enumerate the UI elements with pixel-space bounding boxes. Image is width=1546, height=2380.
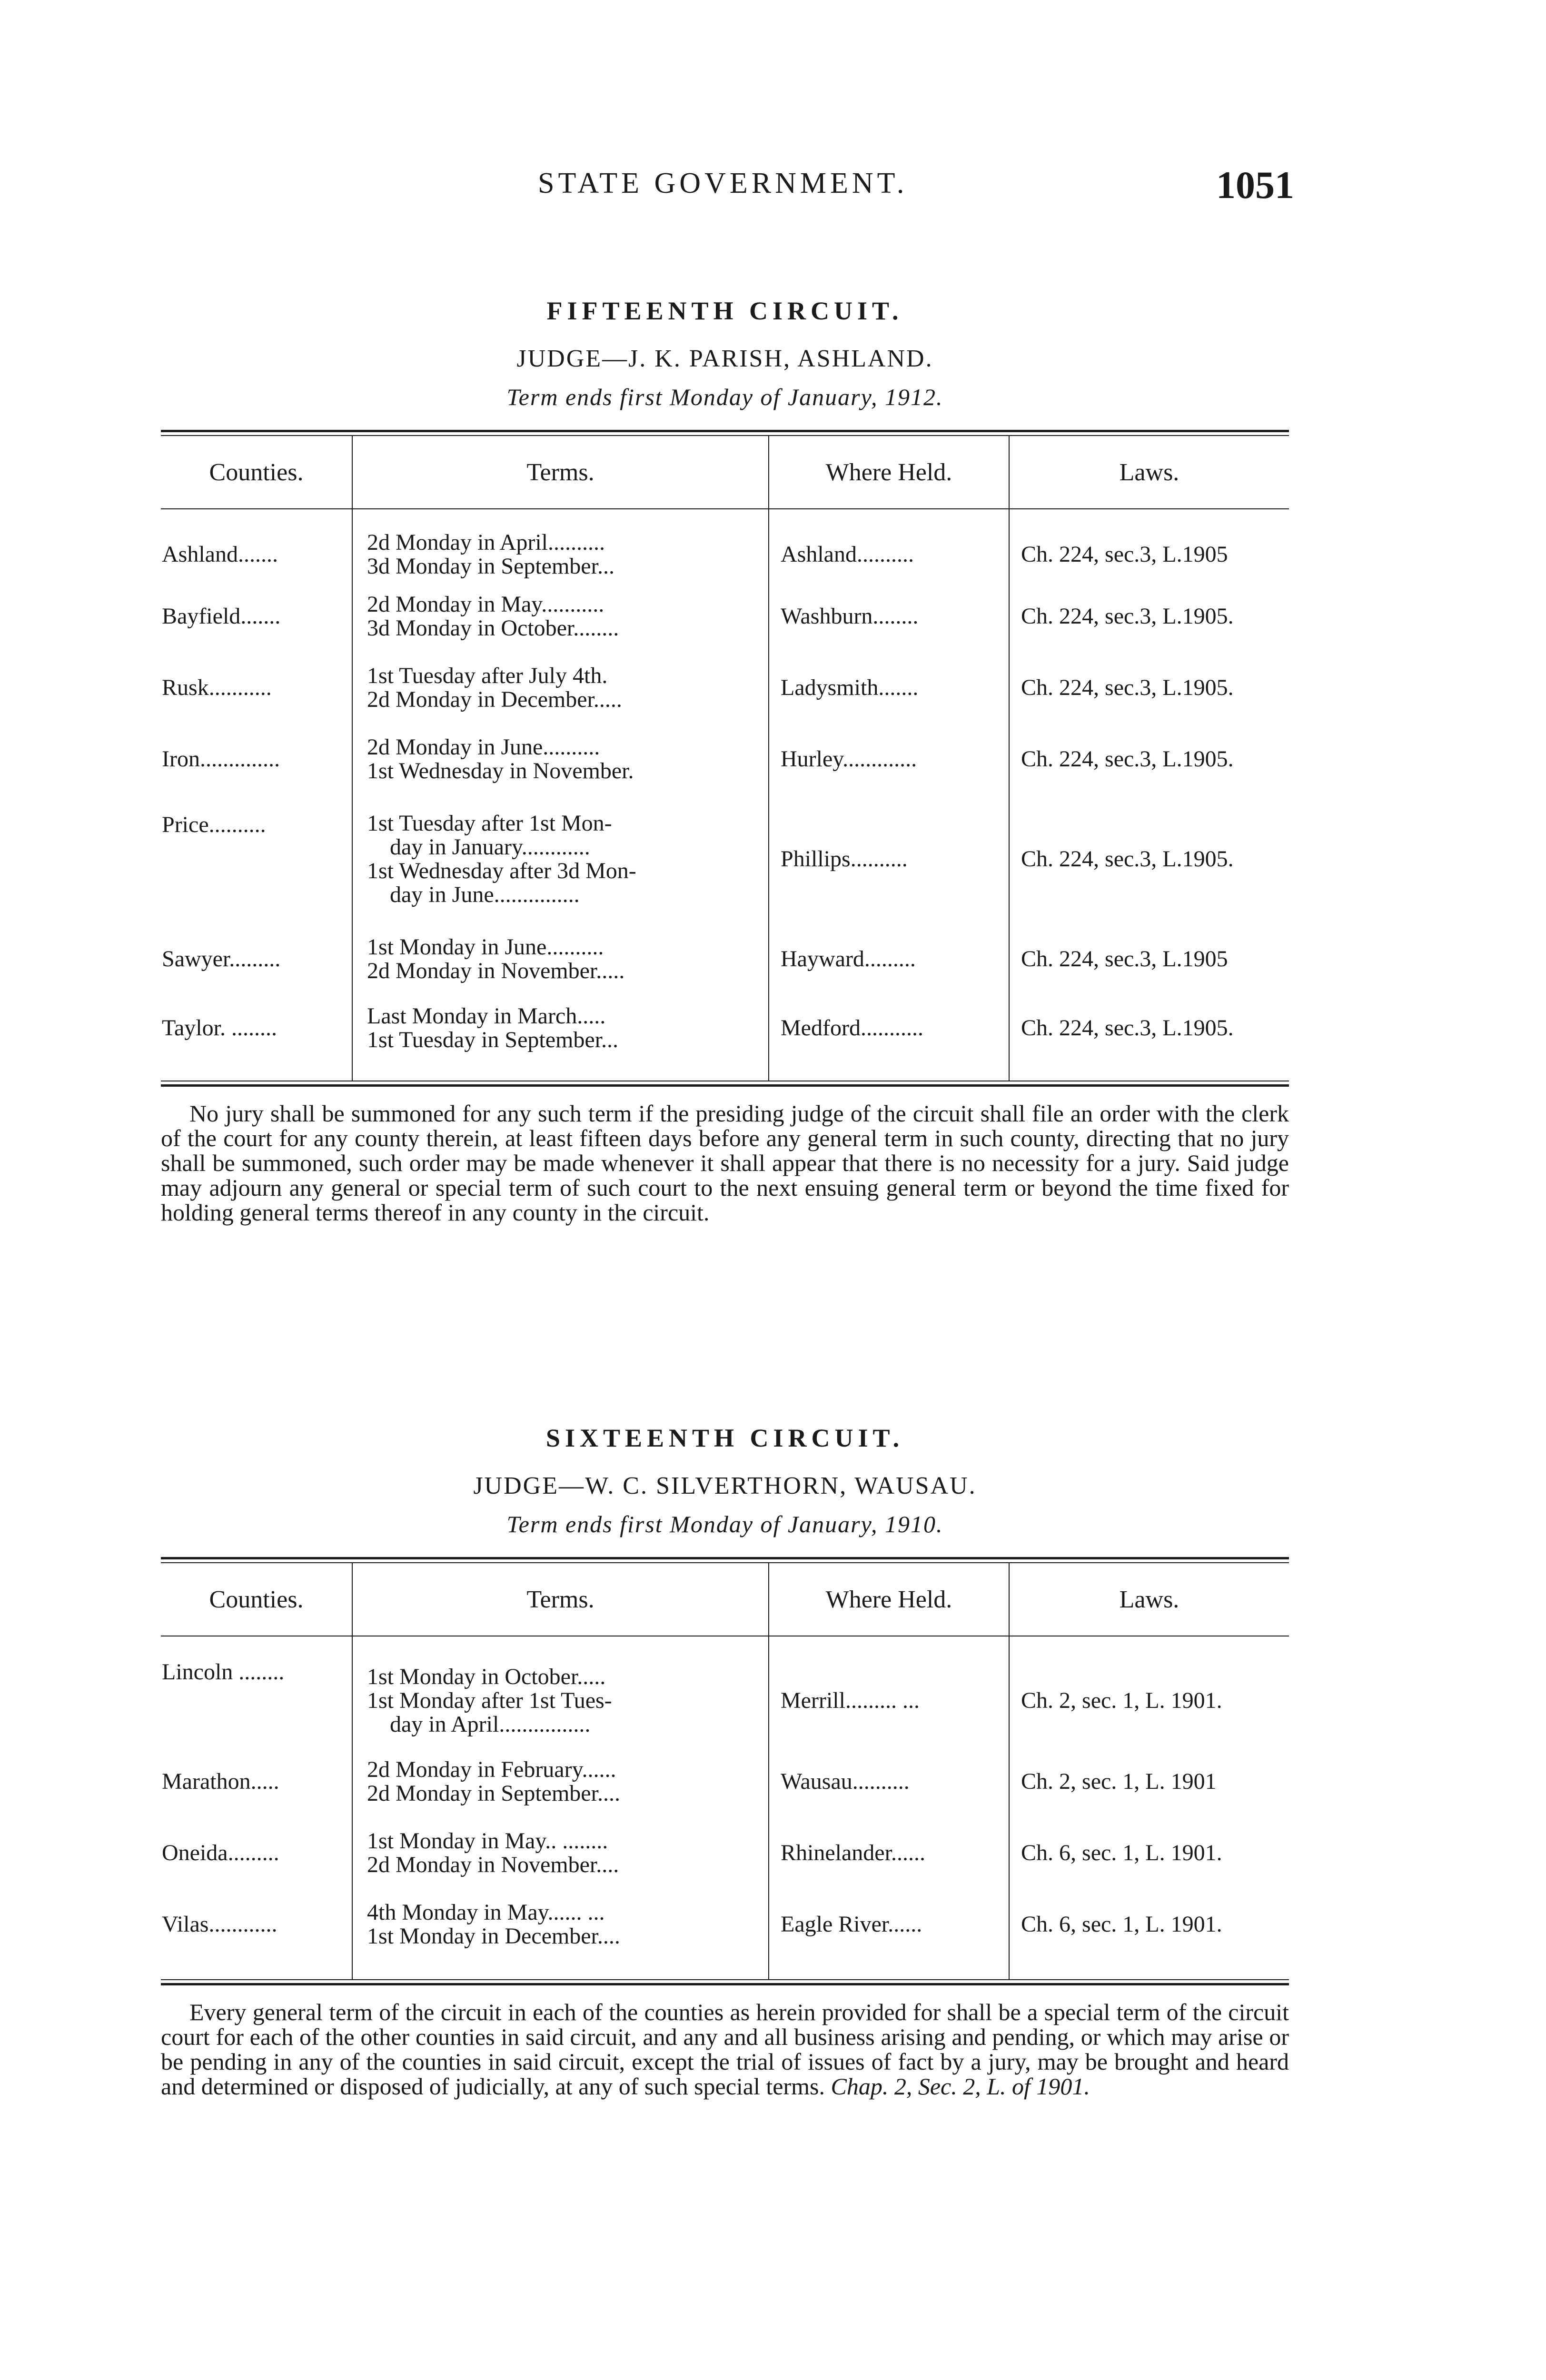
table-row — [161, 795, 1289, 923]
table-row — [161, 923, 1289, 995]
laws-cell: Ch. 2, sec. 1, L. 1901. — [1009, 1656, 1289, 1746]
laws-cell: Ch. 224, sec.3, L.1905 — [1009, 528, 1289, 581]
top-rule — [161, 1557, 1289, 1563]
term-entry: 1st Wednesday after 3d Mon- — [367, 858, 636, 883]
county-cell: Lincoln ........ — [162, 1659, 285, 1685]
terms-cell — [352, 995, 769, 1061]
terms-cell — [352, 528, 769, 581]
terms-cell — [352, 652, 769, 724]
table-row — [161, 652, 1289, 724]
where-held-cell: Phillips.......... — [769, 795, 1009, 923]
bottom-rule — [161, 1081, 1289, 1087]
term-entry: 1st Tuesday in September... — [367, 1027, 619, 1052]
column-header-laws: Laws. — [1009, 436, 1289, 509]
where-held-cell: Rhinelander...... — [769, 1817, 1009, 1889]
table-row — [161, 1656, 1289, 1746]
term-ends-line: Term ends first Monday of January, 1910. — [506, 1511, 943, 1537]
terms-cell — [352, 923, 769, 995]
term-entry: 1st Monday after 1st Tues- — [367, 1688, 612, 1713]
term-entry: 4th Monday in May...... ... — [367, 1900, 605, 1925]
term-entry: 2d Monday in December..... — [367, 687, 622, 712]
term-entry: 1st Tuesday after July 4th. — [367, 663, 608, 688]
laws-cell: Ch. 224, sec.3, L.1905. — [1009, 795, 1289, 923]
table-row — [161, 1889, 1289, 1960]
jury-note-paragraph: No jury shall be summoned for any such term if the presiding judge of the circuit shall file an order with the clerk of the court for any county therein, at least fifteen days before any general term in such county, directing that no jury shall be summoned, such order may be made whenever it shall appear that there is no necessity for a jury. Said judge may adjourn any general or special term of such court to the next ensuing general term or beyond the time fixed for holding general terms thereof in any county in the circuit. — [161, 1100, 1289, 1226]
column-header-where-held: Where Held. — [769, 1563, 1009, 1636]
terms-cell — [352, 724, 769, 795]
term-entry: 2d Monday in November.... — [367, 1852, 619, 1877]
county-cell: Taylor. ........ — [162, 1015, 277, 1041]
running-title: STATE GOVERNMENT. — [538, 167, 908, 199]
county-cell: Iron.............. — [162, 746, 280, 772]
circuit-heading: FIFTEENTH CIRCUIT. — [546, 297, 903, 325]
table-row — [161, 1817, 1289, 1889]
where-held-cell: Hurley............. — [769, 724, 1009, 795]
laws-cell: Ch. 224, sec.3, L.1905. — [1009, 995, 1289, 1061]
county-cell: Ashland....... — [162, 542, 278, 567]
table-row — [161, 528, 1289, 581]
laws-cell: Ch. 2, sec. 1, L. 1901 — [1009, 1746, 1289, 1817]
laws-cell: Ch. 6, sec. 1, L. 1901. — [1009, 1889, 1289, 1960]
column-header-counties: Counties. — [161, 436, 352, 509]
fifteenth-circuit-section — [161, 296, 1289, 1249]
term-entry: Last Monday in March..... — [367, 1003, 606, 1029]
column-header-laws: Laws. — [1009, 1563, 1289, 1636]
terms-cell — [352, 1889, 769, 1960]
terms-cell — [352, 581, 769, 652]
term-ends-line: Term ends first Monday of January, 1912. — [506, 384, 943, 410]
judge-line: JUDGE—J. K. PARISH, ASHLAND. — [516, 345, 933, 372]
term-entry: 1st Tuesday after 1st Mon- — [367, 811, 612, 836]
laws-cell: Ch. 224, sec.3, L.1905 — [1009, 923, 1289, 995]
column-header-where-held: Where Held. — [769, 436, 1009, 509]
top-rule — [161, 430, 1289, 436]
term-entry: 2d Monday in April.......... — [367, 530, 605, 555]
sixteenth-circuit-table — [161, 1563, 1289, 1979]
table-row — [161, 995, 1289, 1061]
terms-cell — [352, 795, 769, 923]
where-held-cell: Eagle River...... — [769, 1889, 1009, 1960]
where-held-cell: Merrill......... ... — [769, 1656, 1009, 1746]
term-entry: 1st Monday in December.... — [367, 1924, 620, 1949]
term-entry: 2d Monday in June.......... — [367, 734, 600, 760]
laws-cell: Ch. 224, sec.3, L.1905. — [1009, 724, 1289, 795]
terms-cell — [352, 1817, 769, 1889]
term-entry: 3d Monday in October........ — [367, 615, 619, 641]
where-held-cell: Washburn........ — [769, 581, 1009, 652]
county-cell: Rusk........... — [162, 675, 272, 700]
terms-cell — [352, 1656, 769, 1746]
table-header-row — [161, 436, 1289, 509]
column-header-counties: Counties. — [161, 1563, 352, 1636]
bottom-rule — [161, 1979, 1289, 1985]
where-held-cell: Ladysmith....... — [769, 652, 1009, 724]
circuit-heading: SIXTEENTH CIRCUIT. — [545, 1424, 904, 1452]
term-entry: 2d Monday in September.... — [367, 1781, 620, 1806]
term-entry: day in April................ — [390, 1712, 591, 1737]
term-entry: 2d Monday in May........... — [367, 592, 605, 617]
where-held-cell: Medford........... — [769, 995, 1009, 1061]
term-entry: 1st Wednesday in November. — [367, 758, 634, 783]
laws-cell: Ch. 224, sec.3, L.1905. — [1009, 652, 1289, 724]
term-entry: 1st Monday in October..... — [367, 1664, 606, 1689]
term-entry: 2d Monday in February...... — [367, 1757, 616, 1782]
terms-cell — [352, 1746, 769, 1817]
page-number: 1051 — [1216, 163, 1294, 207]
county-cell: Marathon..... — [162, 1769, 279, 1794]
county-cell: Oneida......... — [162, 1840, 279, 1865]
term-entry: day in June............... — [390, 882, 580, 907]
table-row — [161, 581, 1289, 652]
column-header-terms: Terms. — [352, 436, 769, 509]
where-held-cell: Hayward......... — [769, 923, 1009, 995]
county-cell: Bayfield....... — [162, 604, 281, 629]
where-held-cell: Ashland.......... — [769, 528, 1009, 581]
table-header-row — [161, 1563, 1289, 1636]
sixteenth-circuit-section — [161, 1423, 1289, 2122]
county-cell: Price.......... — [162, 812, 266, 837]
county-cell: Sawyer......... — [162, 946, 281, 972]
laws-cell: Ch. 224, sec.3, L.1905. — [1009, 581, 1289, 652]
county-cell: Vilas............ — [162, 1912, 277, 1937]
term-entry: 2d Monday in November..... — [367, 958, 625, 983]
term-entry: 1st Monday in May.. ........ — [367, 1828, 608, 1854]
note-text: Every general term of the circuit in each of the counties as herein provided for shall be a special term of the circuit court for each of the other counties in said circuit, and any and all business arising and pending, or which may arise or be pending in any of the counties in said circuit, except the trial of issues of fact by a jury, may be brought and heard and determined or disposed of judicially, at any of such special terms. — [161, 1999, 1289, 2100]
statute-citation: Chap. 2, Sec. 2, L. of 1901. — [831, 2073, 1090, 2100]
table-row — [161, 1746, 1289, 1817]
table-row — [161, 724, 1289, 795]
term-entry: 3d Monday in September... — [367, 554, 614, 579]
column-header-terms: Terms. — [352, 1563, 769, 1636]
special-terms-note-paragraph — [161, 2000, 1289, 2099]
term-entry: 1st Monday in June.......... — [367, 934, 604, 960]
term-entry: day in January............ — [390, 834, 590, 860]
running-head — [0, 163, 1546, 207]
laws-cell: Ch. 6, sec. 1, L. 1901. — [1009, 1817, 1289, 1889]
fifteenth-circuit-table — [161, 436, 1289, 1081]
judge-line: JUDGE—W. C. SILVERTHORN, WAUSAU. — [473, 1472, 977, 1499]
where-held-cell: Wausau.......... — [769, 1746, 1009, 1817]
